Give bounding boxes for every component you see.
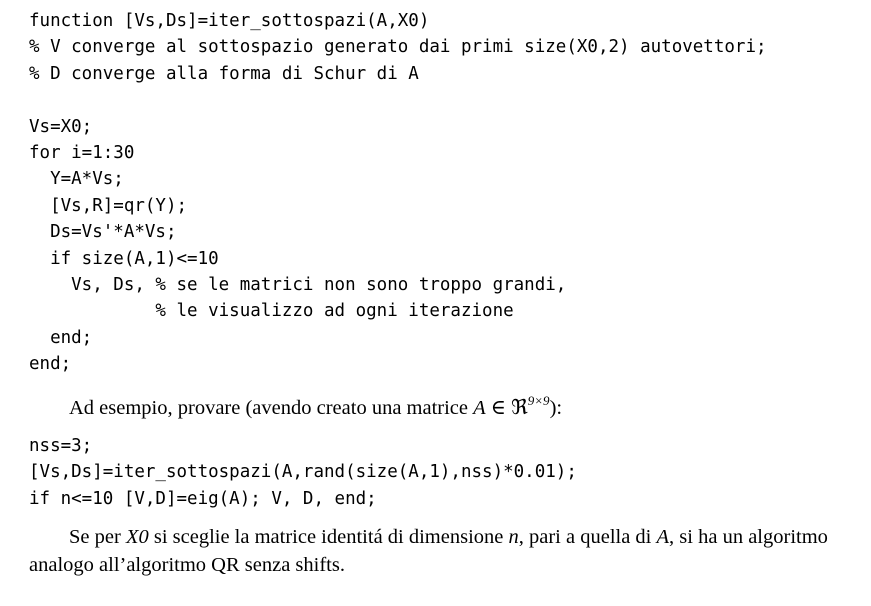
code-line: [Vs,R]=qr(Y);: [29, 195, 188, 216]
example-text-end: ):: [549, 397, 563, 419]
code-line: Vs=X0;: [29, 116, 93, 137]
code-line: for i=1:30: [29, 143, 135, 164]
conclusion-paragraph: [29, 523, 859, 579]
math-variable-x0: X0: [125, 526, 149, 548]
code-block-function: [29, 8, 767, 378]
paragraph-text: , pari a quella di: [518, 526, 657, 548]
math-real-set: ℜ: [511, 397, 528, 419]
code-line: end;: [29, 354, 72, 375]
code-line: Vs, Ds, % se le matrici non sono troppo grandi,: [29, 275, 567, 296]
math-in-symbol: ∈: [485, 397, 512, 419]
code-line: Ds=Vs'*A*Vs;: [29, 222, 177, 243]
math-superscript: 9×9: [527, 393, 550, 408]
example-text: Ad esempio, provare (avendo creato una matrice: [69, 397, 474, 419]
code-line: end;: [29, 327, 93, 348]
code-line: if size(A,1)<=10: [29, 248, 219, 269]
math-variable-a: A: [656, 526, 670, 548]
code-line: Y=A*Vs;: [29, 169, 124, 190]
code-line: [Vs,Ds]=iter_sottospazi(A,rand(size(A,1),nss)*0.01);: [29, 462, 577, 483]
code-line: % le visualizzo ad ogni iterazione: [29, 301, 514, 322]
code-block-example: [29, 433, 577, 512]
code-line: % V converge al sottospazio generato dai primi size(X0,2) autovettori;: [29, 37, 767, 58]
example-paragraph: [69, 394, 562, 422]
code-line: nss=3;: [29, 436, 93, 456]
code-line: function [Vs,Ds]=iter_sottospazi(A,X0): [29, 11, 430, 31]
paragraph-text: si sceglie la matrice identitá di dimensione: [148, 526, 509, 548]
math-variable-n: n: [508, 526, 519, 548]
math-variable-a: A: [473, 397, 486, 419]
paragraph-text: Se per: [69, 526, 126, 548]
paragraph-text: , si ha un algoritmo analogo all’algoritmo QR senza shifts.: [29, 526, 828, 576]
code-line: % D converge alla forma di Schur di A: [29, 63, 419, 84]
code-line: if n<=10 [V,D]=eig(A); V, D, end;: [29, 488, 377, 509]
